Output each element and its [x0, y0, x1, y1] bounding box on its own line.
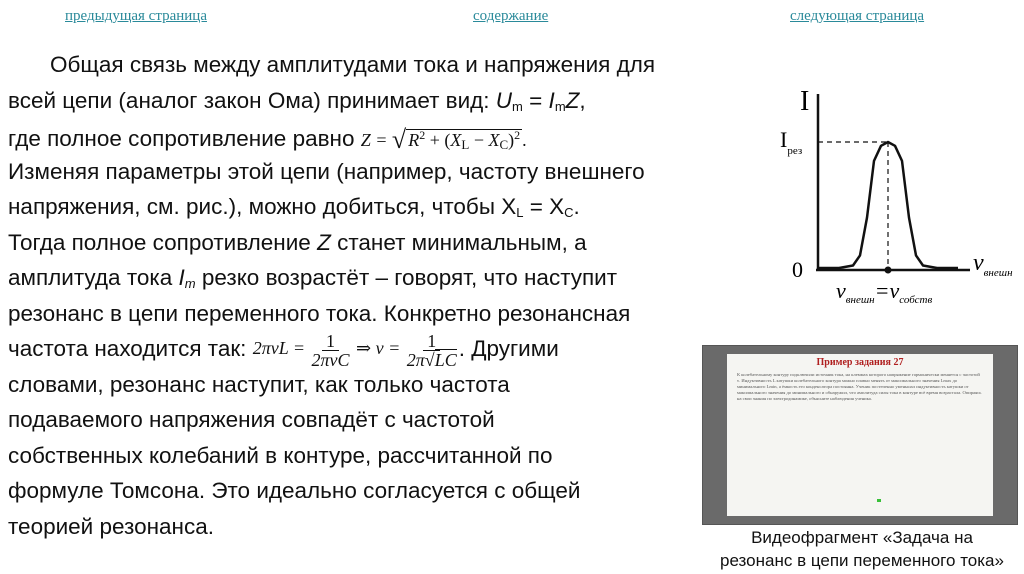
text-span: = X — [523, 194, 565, 219]
text-span: , — [579, 87, 586, 113]
fraction — [312, 332, 350, 369]
formula-part: Z = — [360, 130, 392, 150]
text-line — [8, 402, 748, 438]
text-span: . Другими — [458, 336, 559, 361]
text-span: где полное сопротивление равно — [8, 126, 361, 152]
text-span: Изменяя параметры этой цепи (например, частоту внешнего — [8, 158, 645, 184]
text-line — [8, 83, 748, 119]
resonance-formula — [253, 331, 459, 368]
formula-part: ) — [508, 130, 515, 150]
radicand — [406, 129, 522, 150]
text-line — [8, 47, 748, 83]
next-page-link[interactable]: следующая страница — [790, 8, 925, 24]
text-line — [8, 189, 748, 225]
text-span: формуле Томсона. Это идеально согласуется с общей — [8, 478, 581, 503]
sqrt-icon: √ — [391, 125, 407, 154]
formula-part: X — [488, 130, 500, 150]
text-span: резонанс в цепи переменного тока. Конкретно резонансная — [8, 300, 631, 326]
text-line — [8, 367, 748, 403]
text-span: напряжения, см. рис.), можно добиться, чтобы X — [8, 194, 517, 219]
text-span: частота находится так: — [8, 336, 253, 361]
x-label-sub: внешн — [983, 267, 1013, 279]
cursor-dot-icon — [877, 499, 881, 502]
formula-part: − — [469, 130, 489, 150]
numerator: 1 — [423, 332, 440, 351]
subscript: m — [554, 98, 566, 114]
text-span: . — [573, 194, 580, 219]
subscript: m — [184, 276, 196, 291]
video-title: Пример задания 27 — [816, 357, 904, 368]
text-line — [8, 260, 748, 296]
text-span: = — [522, 87, 549, 113]
superscript: 2 — [419, 128, 426, 142]
text-span: Тогда полное сопротивление — [8, 229, 318, 255]
video-frame — [727, 354, 993, 516]
text-line — [8, 225, 748, 261]
text-span: теорией резонанса. — [8, 513, 214, 539]
formula-part: 2π — [406, 349, 425, 370]
radicand: LC — [434, 349, 457, 370]
marker-sub1: внешн — [845, 294, 875, 306]
marker-eq: =ν — [874, 278, 900, 303]
formula-part: 2πνL = — [252, 338, 306, 359]
subscript: L — [461, 137, 470, 152]
text-line — [8, 438, 748, 474]
sqrt-icon: √ — [424, 349, 435, 370]
current-symbol: I — [548, 87, 555, 113]
prev-page-link[interactable]: предыдущая страница — [65, 8, 207, 24]
marker-nu: ν — [836, 278, 846, 303]
resonance-condition-label — [836, 278, 932, 306]
impedance-symbol: Z — [317, 229, 331, 255]
peak-label — [780, 127, 802, 157]
peak-label-sub: рез — [787, 145, 803, 157]
text-span: Общая связь между амплитудами тока и напряжения для — [50, 52, 656, 77]
text-span: станет минимальным, а — [330, 229, 587, 255]
caption-line: резонанс в цепи переменного тока» — [720, 551, 1004, 570]
x-axis-label — [973, 250, 1013, 279]
resonance-chart — [770, 80, 1024, 310]
marker-sub2: собств — [899, 294, 933, 306]
fraction — [407, 332, 457, 369]
impedance-symbol: Z — [565, 87, 580, 113]
superscript: 2 — [514, 128, 521, 142]
x-label-main: ν — [973, 250, 984, 276]
contents-link[interactable]: содержание — [473, 8, 549, 24]
text-line — [8, 473, 748, 509]
caption-line: Видеофрагмент «Задача на — [751, 528, 973, 547]
text-line — [8, 118, 748, 154]
text-span: всей цепи (аналог закон Ома) принимает вид: — [8, 87, 496, 113]
subscript: m — [512, 98, 523, 114]
resonance-point — [885, 267, 892, 274]
numerator: 1 — [322, 332, 339, 351]
text-span: резко возрастёт – говорят, что наступит — [195, 265, 618, 290]
formula-part: ⇒ ν = — [351, 338, 401, 359]
text-line — [8, 296, 748, 332]
formula-part: . — [522, 130, 527, 150]
text-span: собственных колебаний в контуре, рассчитанной по — [8, 442, 553, 468]
text-line — [8, 154, 748, 190]
peak-label-main: I — [780, 127, 788, 152]
text-span: амплитуда тока — [8, 265, 179, 290]
video-caption — [700, 526, 1024, 572]
y-axis-label: I — [800, 86, 810, 117]
formula-part: + ( — [425, 130, 451, 150]
subscript: C — [499, 137, 509, 152]
main-text — [8, 47, 748, 544]
video-body-text: К колебательному контуру подключили источник тока, на клеммах которого напряжение гармонически меняется с частотой ν. Индуктивность L катушки колебательного контура можно плавно менять от максимального значения Lmax до минимального Lmin, а ёмкость его конденсатора постоянна. Ученик постепенно уменьшал индуктивность катушки от максимального значения до минимального и обнаружил, что амплитуда силы тока в контуре всё время возрастала. Опираясь на свои знания по электродинамике, объясните наблюдения ученика. — [737, 372, 982, 401]
denominator: 2πνC — [311, 349, 350, 370]
text-line — [8, 330, 748, 370]
video-player[interactable] — [702, 345, 1018, 525]
current-symbol: I — [178, 265, 185, 290]
subscript: L — [516, 205, 524, 220]
top-navigation — [0, 8, 1024, 30]
formula-part: R — [408, 130, 420, 150]
text-span: словами, резонанс наступит, как только частота — [8, 371, 510, 397]
text-span: подаваемого напряжения совпадёт с частотой — [8, 407, 495, 432]
origin-label: 0 — [792, 257, 803, 282]
voltage-symbol: U — [495, 87, 513, 113]
subscript: C — [564, 205, 574, 220]
formula-part: X — [450, 130, 462, 150]
text-line — [8, 509, 748, 545]
